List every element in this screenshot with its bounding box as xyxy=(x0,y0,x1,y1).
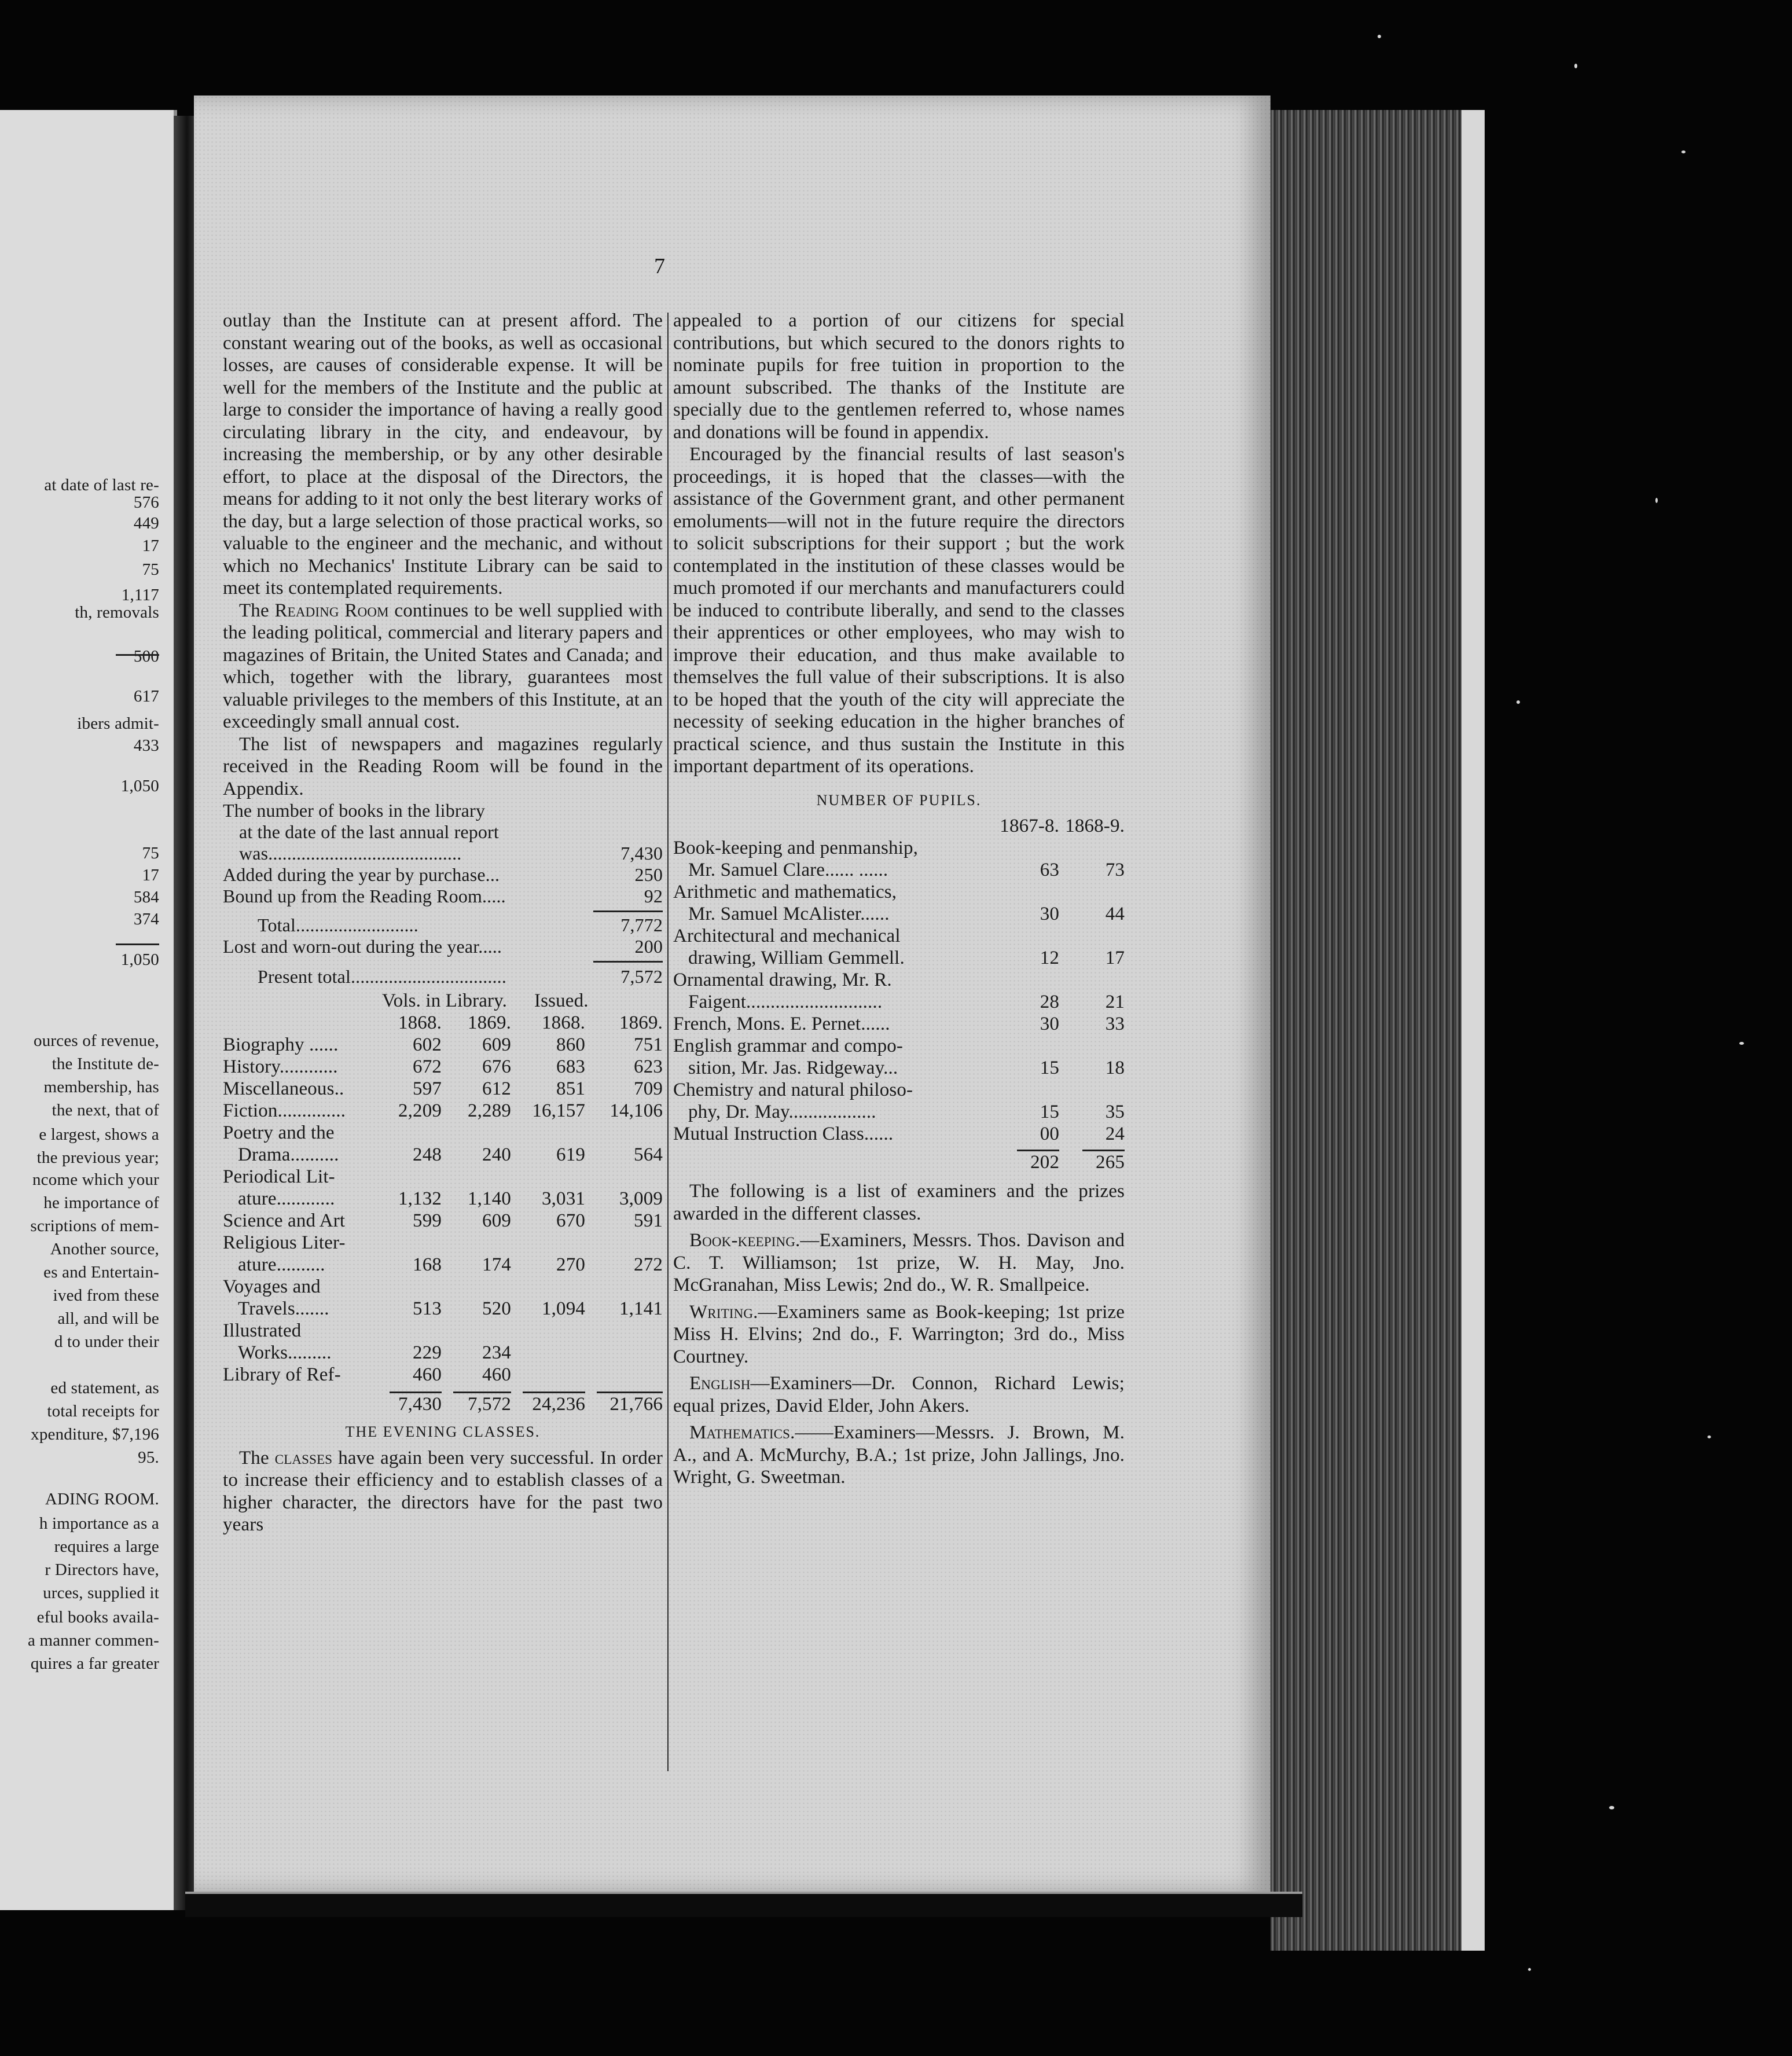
library-category-label: ature.......... xyxy=(238,1254,325,1275)
library-value-cell: 612 xyxy=(482,1078,511,1099)
library-value-cell: 602 xyxy=(413,1034,442,1055)
library-value-cell xyxy=(442,1122,511,1144)
left-page-line: e largest, shows a xyxy=(39,1125,159,1144)
class-label: French, Mons. E. Pernet...... xyxy=(673,1014,890,1034)
class-label: Chemistry and natural philoso- xyxy=(673,1080,913,1100)
library-value-cell xyxy=(585,1122,663,1144)
books-added-value: 250 xyxy=(634,864,663,885)
left-page-line: membership, has xyxy=(43,1078,159,1096)
library-value-cell: 229 xyxy=(413,1342,442,1363)
left-page-line: 433 xyxy=(133,736,159,755)
column-divider xyxy=(667,313,669,1771)
pupils-total-cell: 202 xyxy=(1030,1152,1060,1173)
left-page-line: r Directors have, xyxy=(45,1561,159,1579)
writing-text: —Examiners same as Book-keeping; 1st prize Miss H. Elvins; 2nd do., F. Warrington; 3rd do., Miss Courtney. xyxy=(673,1301,1125,1367)
library-value-cell xyxy=(378,1122,442,1144)
library-category-label: Drama.......... xyxy=(238,1144,339,1165)
library-table-body xyxy=(223,1034,663,1386)
books-total-value: 7,772 xyxy=(620,915,663,935)
class-label: Mr. Samuel McAlister...... xyxy=(688,904,890,924)
library-table-row xyxy=(223,1320,663,1342)
contributions-paragraph: appealed to a portion of our citizens for special contributions, but which secured to the donors rights to nominate pupils for free tuition in proportion to the amount subscribed. The thanks of the Institute are specially due to the gentlemen referred to, whose names and donations will be found in appendix. xyxy=(673,310,1125,443)
class-label: phy, Dr. May.................. xyxy=(688,1102,876,1122)
class-label: drawing, William Gemmell. xyxy=(688,948,905,968)
library-value-cell xyxy=(585,1166,663,1188)
books-lost-label: Lost and worn-out during the year..... xyxy=(223,936,502,957)
class-label: Book-keeping and penmanship, xyxy=(673,838,919,858)
left-page-line: ources of revenue, xyxy=(34,1031,159,1050)
background-speck xyxy=(1516,700,1520,704)
pupils-count-cell: 17 xyxy=(1105,948,1125,968)
library-value-cell: 16,157 xyxy=(532,1100,585,1121)
library-value-cell xyxy=(511,1122,585,1144)
mathematics-prizes-paragraph xyxy=(673,1422,1125,1489)
library-value-cell xyxy=(378,1232,442,1254)
library-category-label: ature............ xyxy=(238,1188,335,1209)
class-label: Mr. Samuel Clare...... ...... xyxy=(688,860,888,880)
pupils-totals-row xyxy=(673,1151,1125,1173)
library-value-cell: 676 xyxy=(482,1056,511,1077)
library-category-label: History............ xyxy=(223,1056,338,1077)
english-text: —Examiners—Dr. Connon, Richard Lewis; equal prizes, David Elder, John Akers. xyxy=(673,1373,1125,1416)
examiners-intro-paragraph: The following is a list of examiners and the prizes awarded in the different classes. xyxy=(673,1181,1125,1224)
library-table-rule-row xyxy=(223,1386,663,1393)
pupils-table-row xyxy=(673,991,1125,1013)
books-was-label: was......................................... xyxy=(239,843,462,864)
library-value-cell: 168 xyxy=(413,1254,442,1275)
year-header: 1869. xyxy=(468,1012,511,1033)
mathematics-head: Mathematics. xyxy=(689,1422,795,1443)
library-value-cell: 591 xyxy=(634,1210,663,1231)
issued-header: Issued. xyxy=(534,990,589,1011)
pupils-count-cell: 33 xyxy=(1105,1014,1125,1034)
reading-room-text: continues to be well supplied with the leading political, commercial and literary papers and magazines of Britain, the United States and Canada; and which, together with the library, guarantees most valuable privileges to the members of this Institute, at an exceedingly small annual cost. xyxy=(223,600,663,732)
class-label: Faigent............................ xyxy=(688,992,883,1012)
library-table-row xyxy=(223,1144,663,1166)
reading-room-prefix: The xyxy=(239,600,275,621)
library-category-label: Science and Art xyxy=(223,1210,346,1231)
left-page-line: 1,050 xyxy=(120,950,159,969)
left-page-line: 75 xyxy=(142,844,159,862)
pupils-table xyxy=(673,815,1125,1173)
pupils-count-cell xyxy=(994,1035,1059,1057)
pupils-count-cell xyxy=(994,925,1059,947)
books-summary xyxy=(223,800,663,987)
left-page-line: 584 xyxy=(133,888,159,906)
background-speck xyxy=(1739,1042,1744,1045)
library-value-cell: 248 xyxy=(413,1144,442,1165)
left-page-line: 1,050 xyxy=(120,777,159,795)
pupils-table-row xyxy=(673,1079,1125,1101)
background-speck xyxy=(1681,150,1685,153)
library-table-totals-row xyxy=(223,1393,663,1415)
books-lost-row xyxy=(223,936,663,957)
library-table-row xyxy=(223,1188,663,1210)
library-value-cell: 670 xyxy=(556,1210,585,1231)
pupils-count-cell xyxy=(1059,881,1125,903)
library-value-cell: 460 xyxy=(413,1364,442,1385)
pupils-count-cell: 30 xyxy=(1040,904,1060,924)
mathematics-text: ——Examiners—Messrs. J. Brown, M. A., and A. McMurchy, B.A.; 1st prize, John Jallings, Jno. Wright, G. Sweetman. xyxy=(673,1422,1125,1488)
left-page-line: scriptions of mem- xyxy=(30,1217,159,1235)
library-table-row xyxy=(223,1122,663,1144)
library-table-row xyxy=(223,1276,663,1298)
background-speck xyxy=(1574,64,1577,68)
library-value-cell: 623 xyxy=(634,1056,663,1077)
library-value-cell xyxy=(442,1320,511,1342)
library-value-cell: 240 xyxy=(482,1144,511,1165)
bookkeeping-head: Book-keeping. xyxy=(689,1230,800,1251)
bookkeeping-prizes-paragraph xyxy=(673,1229,1125,1297)
pupils-table-row xyxy=(673,1035,1125,1057)
left-page-line: eful books availa- xyxy=(36,1608,159,1627)
pupils-total-cell: 265 xyxy=(1096,1152,1125,1173)
library-table-row xyxy=(223,1056,663,1078)
library-table-row xyxy=(223,1254,663,1276)
encouragement-paragraph: Encouraged by the financial results of last season's proceedings, it is hoped that the classes—with the assistance of the Government grant, and other permanent emoluments—will not in the future require the directors to solicit subscriptions for their support ; but the work contemplated in the institution of these classes would be much promoted if our merchants and manufacturers could be induced to contribute liberally, and send to the classes their apprentices or other employees, who may wish to improve their education, and thus make available to themselves the full value of their subscriptions. It is also to be hoped that the youth of the city will appreciate the necessity of seeking education in the higher branches of practical science, and thus sustain the Institute in this important department of its operations. xyxy=(673,444,1125,777)
class-label: Ornamental drawing, Mr. R. xyxy=(673,970,892,990)
books-sum-rule xyxy=(593,910,663,912)
library-value-cell xyxy=(511,1342,585,1364)
left-page-line: the previous year; xyxy=(36,1148,159,1167)
reading-room-term: Reading Room xyxy=(274,600,389,621)
evening-classes-heading: THE EVENING CLASSES. xyxy=(345,1423,541,1440)
library-value-cell: 3,009 xyxy=(619,1188,663,1209)
left-facing-page xyxy=(0,110,177,1910)
writing-head: Writing. xyxy=(689,1301,758,1323)
library-value-cell xyxy=(442,1232,511,1254)
background-speck xyxy=(1609,1806,1614,1809)
library-category-label: Miscellaneous.. xyxy=(223,1078,344,1099)
pupils-count-cell xyxy=(1059,1079,1125,1101)
left-page-line: 374 xyxy=(133,910,159,928)
left-page-line: d to under their xyxy=(54,1332,159,1351)
library-value-cell: 597 xyxy=(413,1078,442,1099)
left-page-rule xyxy=(116,654,159,656)
pupils-count-cell: 24 xyxy=(1105,1124,1125,1144)
library-value-cell: 1,140 xyxy=(468,1188,511,1209)
left-page-line: xpenditure, $7,196 xyxy=(31,1425,159,1444)
bookkeeping-text: —Examiners, Messrs. Thos. Davison and C. T. Williamson; 1st prize, W. H. May, Jno. McGranahan, Miss Lewis; 2nd do., W. R. Smallpeice. xyxy=(673,1230,1125,1295)
library-total-cell: 21,766 xyxy=(609,1394,663,1415)
left-page-line: 1,117 xyxy=(121,586,159,604)
left-page-line: es and Entertain- xyxy=(43,1263,159,1282)
library-value-cell: 270 xyxy=(556,1254,585,1275)
left-page-line: requires a large xyxy=(54,1537,159,1556)
library-value-cell: 3,031 xyxy=(542,1188,585,1209)
pupils-table-body xyxy=(673,837,1125,1145)
pupils-table-row xyxy=(673,947,1125,969)
background-speck xyxy=(1707,1435,1711,1438)
left-page-line: ADING ROOM. xyxy=(45,1490,159,1508)
library-total-cell: 24,236 xyxy=(532,1394,585,1415)
left-page-line: ed statement, as xyxy=(50,1379,159,1397)
pupils-count-cell: 21 xyxy=(1105,992,1125,1012)
class-label: Mutual Instruction Class...... xyxy=(673,1124,894,1144)
books-intro-line2: at the date of the last annual report xyxy=(239,821,499,842)
library-value-cell xyxy=(378,1320,442,1342)
library-value-cell: 609 xyxy=(482,1034,511,1055)
book-gutter xyxy=(174,116,196,1910)
books-added-label: Added during the year by purchase... xyxy=(223,864,500,885)
library-value-cell: 672 xyxy=(413,1056,442,1077)
left-page-line: he importance of xyxy=(43,1194,159,1212)
library-value-cell: 609 xyxy=(482,1210,511,1231)
pupils-count-cell: 30 xyxy=(1040,1014,1060,1034)
left-page-line: h importance as a xyxy=(39,1514,159,1533)
library-value-cell xyxy=(511,1166,585,1188)
left-page-line: the Institute de- xyxy=(52,1055,159,1073)
pupils-count-cell xyxy=(1059,1035,1125,1057)
pupils-count-cell: 63 xyxy=(1040,860,1060,880)
left-page-line: 449 xyxy=(133,514,159,533)
books-present-label: Present total................................. xyxy=(258,966,506,987)
pupils-table-row xyxy=(673,1101,1125,1123)
library-category-label: Illustrated xyxy=(223,1320,302,1341)
library-category-label: Travels....... xyxy=(238,1298,329,1319)
pupils-count-cell xyxy=(994,1079,1059,1101)
book-bottom-edge xyxy=(185,1892,1302,1917)
pupils-count-cell: 44 xyxy=(1105,904,1125,924)
library-value-cell: 272 xyxy=(634,1254,663,1275)
vols-in-library-header: Vols. in Library. xyxy=(381,990,508,1011)
books-present-rule xyxy=(593,961,663,963)
library-value-cell: 1,094 xyxy=(542,1298,585,1319)
evening-classes-text: have again been very successful. In order to increase their efficiency and to establish classes of a higher character, the directors have for the past two years xyxy=(223,1447,663,1535)
pupils-count-cell: 73 xyxy=(1105,860,1125,880)
background-speck xyxy=(1528,1968,1531,1971)
library-table-row xyxy=(223,1078,663,1100)
class-label: Arithmetic and mathematics, xyxy=(673,882,897,902)
library-category-label: Biography ...... xyxy=(223,1034,339,1055)
library-value-cell xyxy=(585,1320,663,1342)
background-speck xyxy=(1378,35,1381,38)
library-total-cell: 7,430 xyxy=(398,1394,442,1415)
library-table-row xyxy=(223,1342,663,1364)
evening-classes-paragraph xyxy=(223,1447,663,1536)
pupils-count-cell: 00 xyxy=(1040,1124,1060,1144)
library-value-cell xyxy=(511,1364,585,1386)
library-value-cell: 520 xyxy=(482,1298,511,1319)
pupils-count-cell: 28 xyxy=(1040,992,1060,1012)
pupils-table-row xyxy=(673,903,1125,925)
library-table-row xyxy=(223,1364,663,1386)
left-page-line: 576 xyxy=(133,493,159,512)
library-value-cell: 1,141 xyxy=(619,1298,663,1319)
library-value-cell: 2,289 xyxy=(468,1100,511,1121)
page-number: 7 xyxy=(654,254,665,278)
library-value-cell: 460 xyxy=(482,1364,511,1385)
pupils-year-header: 1868-9. xyxy=(1065,816,1125,836)
library-value-cell xyxy=(585,1342,663,1364)
pupils-heading: NUMBER OF PUPILS. xyxy=(816,791,982,809)
library-value-cell xyxy=(378,1166,442,1188)
writing-prizes-paragraph xyxy=(673,1301,1125,1368)
left-column xyxy=(223,310,663,1536)
library-value-cell: 709 xyxy=(634,1078,663,1099)
pupils-count-cell: 15 xyxy=(1040,1058,1060,1078)
library-table-row xyxy=(223,1232,663,1254)
library-table-group-row xyxy=(223,990,663,1012)
library-table-row xyxy=(223,1298,663,1320)
pupils-count-cell: 35 xyxy=(1105,1102,1125,1122)
books-lost-value: 200 xyxy=(634,936,663,957)
books-intro-line1: The number of books in the library xyxy=(223,800,485,821)
left-page-line: 75 xyxy=(142,560,159,579)
newspapers-paragraph: The list of newspapers and magazines regularly received in the Reading Room will be found in the Appendix. xyxy=(223,733,663,799)
library-value-cell xyxy=(511,1276,585,1298)
left-page-line: at date of last re- xyxy=(44,476,159,494)
left-page-line: Another source, xyxy=(50,1240,159,1258)
left-page-line: ived from these xyxy=(53,1286,159,1305)
class-label: English grammar and compo- xyxy=(673,1036,904,1056)
library-category-label: Periodical Lit- xyxy=(223,1166,335,1187)
library-total-cell: 7,572 xyxy=(468,1394,511,1415)
page-edges xyxy=(1270,110,1485,1951)
pupils-table-row xyxy=(673,881,1125,903)
class-label: Architectural and mechanical xyxy=(673,926,901,946)
evening-classes-prefix: The xyxy=(239,1447,275,1468)
pupils-count-cell xyxy=(994,881,1059,903)
books-was-row xyxy=(223,843,663,864)
left-page-line: total receipts for xyxy=(47,1402,159,1420)
pupils-year-header: 1867-8. xyxy=(1000,816,1060,836)
pupils-count-cell xyxy=(1059,969,1125,991)
left-page-line: ncome which your xyxy=(32,1170,159,1189)
library-value-cell: 619 xyxy=(556,1144,585,1165)
library-value-cell: 851 xyxy=(556,1078,585,1099)
library-table-row xyxy=(223,1166,663,1188)
reading-room-paragraph xyxy=(223,600,663,733)
books-bound-label: Bound up from the Reading Room..... xyxy=(223,886,506,906)
library-value-cell: 1,132 xyxy=(398,1188,442,1209)
books-added-row xyxy=(223,864,663,886)
year-header: 1868. xyxy=(542,1012,585,1033)
left-page-line: 617 xyxy=(133,687,159,706)
pupils-table-row xyxy=(673,1013,1125,1035)
pupils-table-row xyxy=(673,837,1125,859)
library-category-label: Religious Liter- xyxy=(223,1232,346,1253)
library-category-label: Fiction.............. xyxy=(223,1100,346,1121)
library-category-label: Poetry and the xyxy=(223,1122,335,1143)
library-value-cell xyxy=(585,1276,663,1298)
library-category-label: Works......... xyxy=(238,1342,332,1363)
library-value-cell: 2,209 xyxy=(398,1100,442,1121)
library-value-cell: 513 xyxy=(413,1298,442,1319)
pupils-count-cell: 18 xyxy=(1105,1058,1125,1078)
library-value-cell: 14,106 xyxy=(609,1100,663,1121)
books-bound-row xyxy=(223,886,663,907)
library-value-cell xyxy=(378,1276,442,1298)
library-value-cell: 174 xyxy=(482,1254,511,1275)
library-category-label: Voyages and xyxy=(223,1276,321,1297)
year-header: 1869. xyxy=(619,1012,663,1033)
left-page-line: th, removals xyxy=(75,603,159,622)
library-value-cell: 860 xyxy=(556,1034,585,1055)
pupils-table-row xyxy=(673,1123,1125,1145)
library-value-cell xyxy=(511,1232,585,1254)
left-page-line: all, and will be xyxy=(57,1309,159,1328)
books-bound-value: 92 xyxy=(644,886,663,906)
right-column xyxy=(673,310,1125,1489)
library-value-cell: 234 xyxy=(482,1342,511,1363)
pupils-count-cell xyxy=(994,969,1059,991)
library-value-cell xyxy=(442,1276,511,1298)
books-total-label: Total.......................... xyxy=(258,915,418,935)
left-page-line: 500 xyxy=(133,647,159,666)
library-paragraph: outlay than the Institute can at present afford. The constant wearing out of the books, as well as occasional losses, are causes of considerable expense. It will be well for the members of the Institute and the public at large to consider the importance of having a really good circulating library in the city, and endeavour, by increasing the membership, or by any other desirable effort, to place at the disposal of the Directors, the means for adding to it not only the best literary works of the day, but a large selection of those practical works, so valuable to the engineer and the mechanic, and without which no Mechanics' Institute Library can be said to meet its contemplated requirements. xyxy=(223,310,663,599)
library-table-year-row xyxy=(223,1012,663,1034)
library-table-row xyxy=(223,1100,663,1122)
library-table-row xyxy=(223,1034,663,1056)
left-page-line: 17 xyxy=(142,866,159,884)
pupils-table-row xyxy=(673,859,1125,881)
pupils-count-cell: 15 xyxy=(1040,1102,1060,1122)
background-speck xyxy=(1655,498,1658,503)
books-total-row xyxy=(223,915,663,936)
pupils-count-cell: 12 xyxy=(1040,948,1060,968)
library-value-cell: 599 xyxy=(413,1210,442,1231)
left-page-line: ibers admit- xyxy=(77,714,159,733)
pupils-rule-row xyxy=(673,1145,1125,1151)
pupils-year-row xyxy=(673,815,1125,837)
library-category-label: Library of Ref- xyxy=(223,1364,341,1385)
pupils-table-row xyxy=(673,1057,1125,1079)
library-value-cell: 683 xyxy=(556,1056,585,1077)
pupils-table-row xyxy=(673,925,1125,947)
books-present-value: 7,572 xyxy=(620,966,663,987)
left-page-line: 95. xyxy=(138,1448,159,1467)
books-present-row xyxy=(223,966,663,987)
left-page-line: the next, that of xyxy=(52,1101,159,1119)
books-was-value: 7,430 xyxy=(620,843,663,864)
library-value-cell xyxy=(442,1166,511,1188)
pupils-table-row xyxy=(673,969,1125,991)
library-value-cell: 751 xyxy=(634,1034,663,1055)
pupils-count-cell xyxy=(1059,837,1125,859)
english-prizes-paragraph xyxy=(673,1372,1125,1417)
library-value-cell xyxy=(585,1232,663,1254)
library-value-cell xyxy=(511,1320,585,1342)
pupils-count-cell xyxy=(1059,925,1125,947)
pupils-count-cell xyxy=(994,837,1059,859)
english-head: English xyxy=(689,1373,751,1394)
class-label: sition, Mr. Jas. Ridgeway... xyxy=(688,1058,898,1078)
library-table xyxy=(223,990,663,1415)
left-page-line: a manner commen- xyxy=(27,1631,159,1650)
left-page-line: quires a far greater xyxy=(30,1654,159,1673)
left-page-line: 17 xyxy=(142,537,159,555)
left-page-line: urces, supplied it xyxy=(43,1584,159,1602)
library-table-row xyxy=(223,1210,663,1232)
library-value-cell: 564 xyxy=(634,1144,663,1165)
left-page-rule xyxy=(116,943,159,945)
classes-term: classes xyxy=(274,1447,333,1468)
year-header: 1868. xyxy=(398,1012,442,1033)
library-value-cell xyxy=(585,1364,663,1386)
